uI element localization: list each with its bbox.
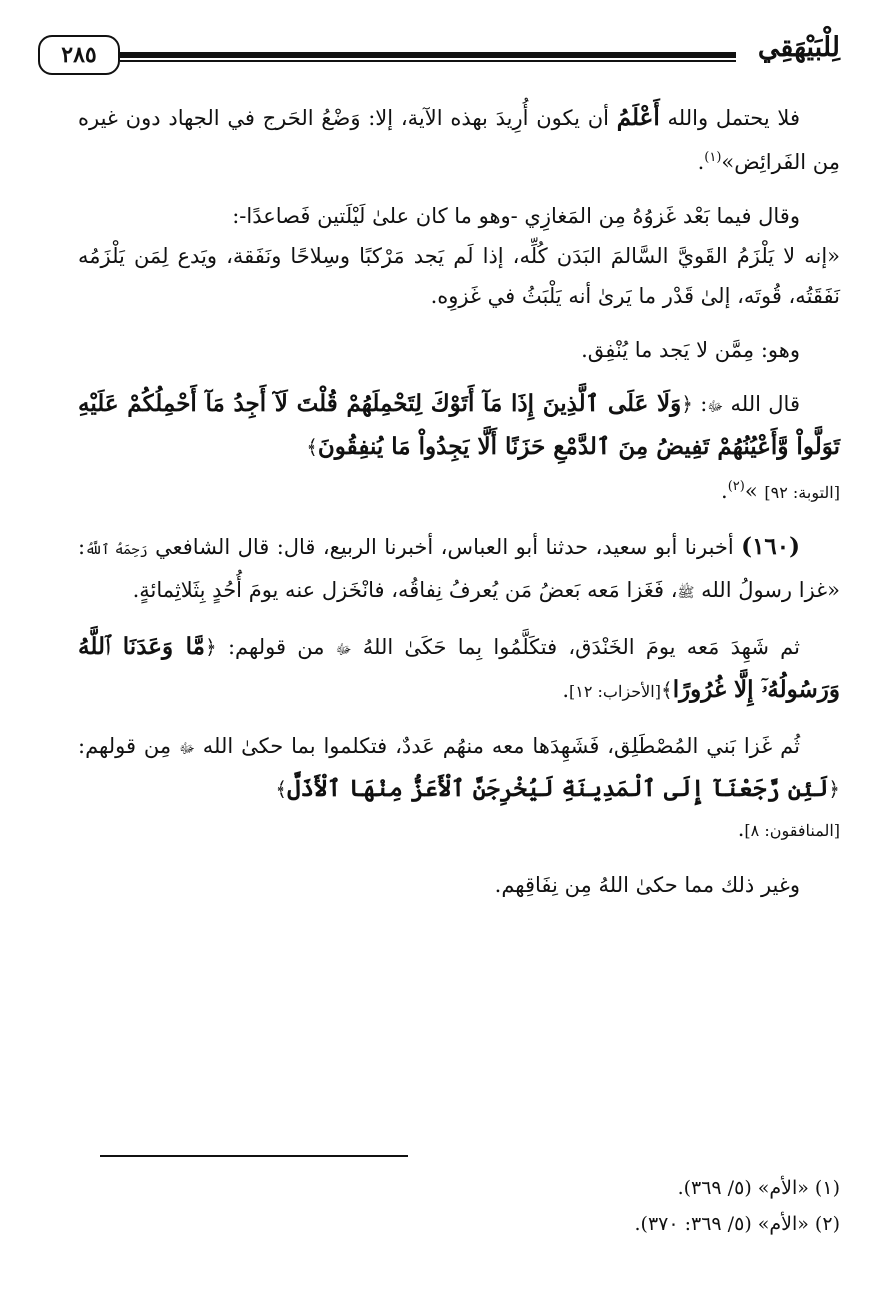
verse-reference: [التوبة: ٩٢] [764,483,840,502]
quran-bracket-close: ﴾ [306,435,318,459]
text: . [737,817,745,841]
text: . [697,150,705,174]
text: ، فَغَزا مَعه بَعضُ مَن يُعرفُ نِفاقُه، فانْخَزل عنه يومَ أُحُدٍ بِثَلاثِمائةٍ. [132,578,678,602]
footnote-ref-1: (١) [704,150,722,165]
paragraph-5 [78,527,840,613]
header-rule-thick [120,52,736,58]
paragraph-8: وغير ذلك مما حكىٰ اللهُ مِن نِفَاقِهم. [494,873,800,897]
paragraph-2-quote: «إنه لا يَلْزَمُ القَويَّ السَّالمَ البَدَن كُلِّه، إذا لَم يَجد مَرْكبًا وسِلاحًا ونَفَقة، ويَدع لِمَن يَلْزَمُه نَفَقَتُه، قُوتَه، إلىٰ قَدْر ما يَرىٰ أنه يَلْبَثُ في غَزوِه. [78,244,840,308]
quran-bracket-close: ﴾ [275,777,288,801]
paragraph-4: قال الله ﷻ: ﴿وَلَا عَلَى ٱلَّذِينَ إِذَا مَآ أَتَوْكَ لِتَحْمِلَهُمْ قُلْتَ لَآ أَجِدُ مَآ أَحْمِلُكُمْ عَلَيْهِ تَوَلَّواْ وَّأَعْيُنُهُمْ تَفِيضُ مِنَ ٱلدَّمْعِ حَزَنًا أَلَّا يَجِدُواْ مَا يُنفِقُونَ﴾ [التوبة: ٩٢] »$^{(٢)}$. [78,390,840,503]
text-bold: أَعْلَمُ [616,104,660,131]
text: أخبرنا أبو سعيد، حدثنا أبو العباس، أخبرنا الربيع، قال: قال الشافعي [147,535,742,559]
honorific-glyph: رَحِمَهُ ٱللَّهُ [85,542,148,558]
text: ثم شَهِدَ مَعه يومَ الخَنْدَق، فتكَلَّمُوا بِما حَكَىٰ اللهُ [351,635,800,659]
quran-verse: لَئِن رَّجَعْنَآ إِلَى ٱلْمَدِينَةِ لَيُخْرِجَنَّ ٱلْأَعَزُّ مِنْهَا ٱلْأَذَلَّ [287,775,829,802]
running-title: لِلْبَيْهَقِي [757,32,840,63]
quran-verse: مَّا وَعَدَنَا ٱللَّهُ وَرَسُولُهُۥٓ إِلَّا غُرُورًا [78,633,840,703]
quran-bracket-close: ﴾ [660,678,673,702]
header-rule [120,52,736,61]
footnote-ref-2: (٢) [727,479,745,494]
text: فلا يحتمل والله [659,106,800,130]
paragraph-2-intro: وقال فيما بَعْد غَزوُهُ مِن المَغازِي -وهو ما كان علىٰ لَيْلَتين فَصاعدًا-: [232,204,800,228]
page-body [78,98,840,919]
quran-bracket-open: ﴿ [681,392,693,416]
honorific-glyph: ﷻ [179,741,195,757]
header-rule-thin [120,60,736,62]
quran-bracket-open: ﴿ [205,635,217,659]
paragraph-3: وهو: مِمَّن لا يَجد ما يُنْفِق. [581,338,800,362]
footnote-separator [100,1155,408,1157]
paragraph-1 [78,98,840,182]
text: قال الله [723,392,800,416]
text: . [721,479,728,503]
text: مِن قولهم: [78,734,180,758]
honorific-glyph: ﷻ [707,399,724,415]
text: : «غزا رسولُ الله [78,535,840,602]
text: . [562,678,570,702]
verse-reference: [الأحزاب: ١٢] [569,682,661,701]
text: من قولهم: [216,635,336,659]
quran-bracket-open: ﴿ [828,777,840,801]
page-number: ٢٨٥ [38,35,120,75]
paragraph-6 [78,627,840,712]
text: ثُم غَزا بَني المُصْطَلِق، فَشَهِدَها معه منهُم عَددٌ، فتكلموا بما حكىٰ الله [194,734,800,758]
honorific-glyph: ﷻ [335,642,352,658]
footnotes [78,1170,840,1242]
hadith-number: (١٦٠) [741,533,801,560]
page-header [38,30,840,80]
footnote-2: (٢) «الأم» (٥/ ٣٦٩: ٣٧٠). [634,1213,840,1235]
paragraph-7 [78,726,840,851]
quran-verse: وَلَا عَلَى ٱلَّذِينَ إِذَا مَآ أَتَوْكَ لِتَحْمِلَهُمْ قُلْتَ لَآ أَجِدُ مَآ أَحْمِلُكُمْ عَلَيْهِ تَوَلَّواْ وَّأَعْيُنُهُمْ تَفِيضُ مِنَ ٱلدَّمْعِ حَزَنًا أَلَّا يَجِدُواْ مَا يُنفِقُونَ [78,390,840,460]
footnote-1: (١) «الأم» (٥/ ٣٦٩). [677,1177,840,1199]
text: » [744,479,765,503]
verse-reference: [المنافقون: ٨] [744,821,840,840]
text: أن يكون أُرِيدَ بهذه الآية، إلا: وَضْعُ الحَرج في الجهاد دون غيره مِن الفَرائِض» [78,106,840,174]
honorific-glyph: ﷺ [677,585,695,601]
